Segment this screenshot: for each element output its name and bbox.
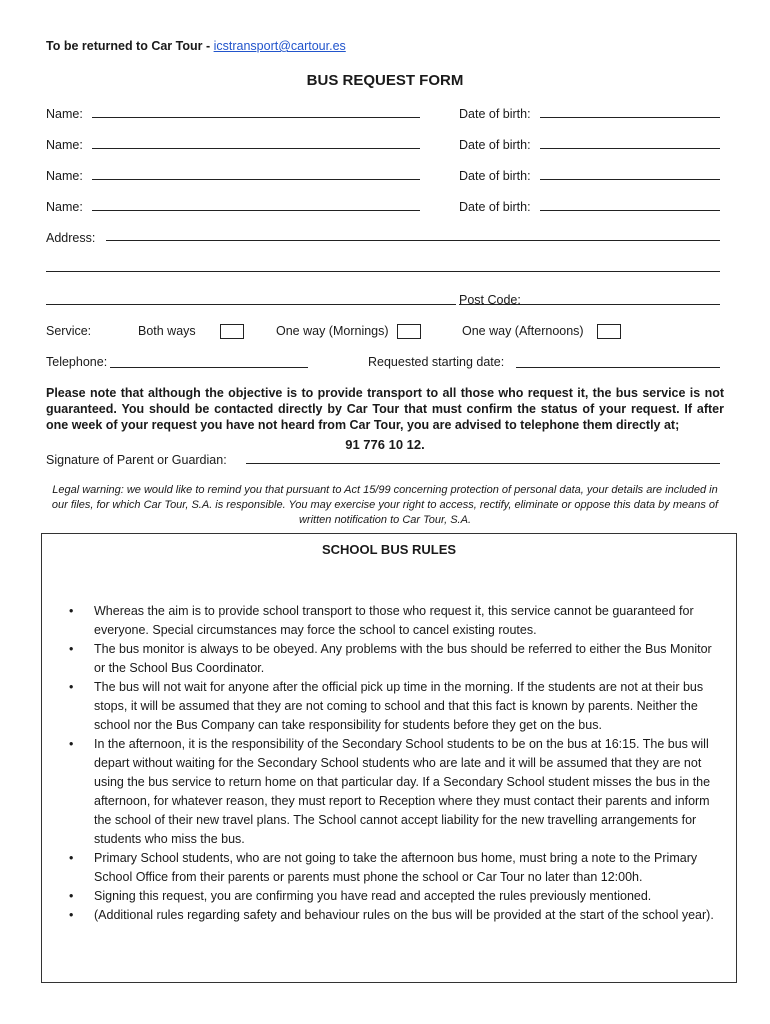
rule-item bbox=[69, 849, 718, 887]
form-title: BUS REQUEST FORM bbox=[306, 72, 464, 89]
dob-label: Date of birth: bbox=[459, 169, 531, 183]
dob-label: Date of birth: bbox=[459, 138, 531, 152]
legal-warning: Legal warning: we would like to remind you that pursuant to Act 15/99 concerning protection of personal data, your details are included in our files, for which Car Tour, S.A. is responsible. You may exercise your right to access, rectify, eliminate or oppose this data by means of written notification to Car Tour, S.A. bbox=[51, 484, 719, 526]
name-field[interactable] bbox=[92, 210, 420, 211]
rule-text: Signing this request, you are confirming you have read and accepted the rules previously mentioned. bbox=[94, 889, 652, 903]
school-bus-rules-box bbox=[41, 533, 737, 983]
name-label: Name: bbox=[46, 138, 83, 152]
rule-text: Whereas the aim is to provide school transport to those who request it, this service cannot be guaranteed for everyone. Special circumstances may force the school to cancel existing routes. bbox=[94, 604, 694, 637]
rules-title: SCHOOL BUS RULES bbox=[321, 542, 457, 557]
name-label: Name: bbox=[46, 200, 83, 214]
service-notice: Please note that although the objective is to provide transport to all those who request it, the bus service is not guaranteed. You should be contacted directly by Car Tour that must confirm the status of your request. If after one week of your request you have not heard from Car Tour, you are advised to telephone them directly at; bbox=[46, 386, 724, 432]
service-label: Service: bbox=[46, 324, 92, 338]
bullet-icon: • bbox=[69, 680, 74, 694]
address-field-2[interactable] bbox=[46, 271, 720, 272]
rule-text: (Additional rules regarding safety and behaviour rules on the bus will be provided at the start of the school year). bbox=[94, 908, 714, 922]
dob-label: Date of birth: bbox=[459, 107, 531, 121]
rule-item bbox=[69, 678, 718, 735]
telephone-field[interactable] bbox=[110, 367, 308, 368]
dob-field[interactable] bbox=[540, 148, 720, 149]
postcode-label: Post Code: bbox=[459, 293, 521, 307]
service-option-mornings: One way (Mornings) bbox=[276, 324, 389, 338]
bullet-icon: • bbox=[69, 737, 74, 751]
contact-phone: 91 776 10 12. bbox=[345, 437, 425, 452]
name-field[interactable] bbox=[92, 117, 420, 118]
address-label: Address: bbox=[46, 231, 96, 245]
bullet-icon: • bbox=[69, 604, 74, 618]
return-label: To be returned to Car Tour - bbox=[46, 39, 214, 53]
name-field[interactable] bbox=[92, 148, 420, 149]
dob-field[interactable] bbox=[540, 179, 720, 180]
name-field[interactable] bbox=[92, 179, 420, 180]
address-field-3[interactable] bbox=[46, 304, 456, 305]
dob-field[interactable] bbox=[540, 210, 720, 211]
signature-field[interactable] bbox=[246, 463, 720, 464]
afternoons-checkbox[interactable] bbox=[597, 324, 621, 339]
service-option-afternoons: One way (Afternoons) bbox=[462, 324, 584, 338]
service-option-both-ways: Both ways bbox=[138, 324, 196, 338]
return-instruction bbox=[46, 39, 346, 53]
start-date-field[interactable] bbox=[516, 367, 720, 368]
rule-item bbox=[69, 906, 718, 925]
rule-item bbox=[69, 640, 718, 678]
rule-text: The bus will not wait for anyone after the official pick up time in the morning. If the students are not at their bus stops, it will be assumed that they are not coming to school and that this fact is known by parents. Neither the school nor the Bus Company can take responsibility for students before they get on the bus. bbox=[94, 680, 704, 732]
rule-item bbox=[69, 735, 718, 849]
rules-list bbox=[69, 602, 718, 925]
rule-text: In the afternoon, it is the responsibility of the Secondary School students to be on the bus at 16:15. The bus will depart without waiting for the Secondary School students who are late and it will be assumed that they are not using the bus service to return home on that particular day. If a Secondary School student misses the bus in the afternoon, for whatever reason, they must report to Reception where they must contact their parents and inform the school of their new travel plans. The School cannot accept liability for the new travelling arrangements for students who miss the bus. bbox=[94, 737, 711, 846]
bullet-icon: • bbox=[69, 642, 74, 656]
both-ways-checkbox[interactable] bbox=[220, 324, 244, 339]
start-date-label: Requested starting date: bbox=[368, 355, 505, 369]
dob-field[interactable] bbox=[540, 117, 720, 118]
postcode-field[interactable] bbox=[459, 304, 720, 305]
signature-label: Signature of Parent or Guardian: bbox=[46, 453, 227, 467]
name-label: Name: bbox=[46, 107, 83, 121]
address-field-1[interactable] bbox=[106, 240, 720, 241]
email-link[interactable]: icstransport@cartour.es bbox=[213, 39, 346, 53]
rule-item bbox=[69, 602, 718, 640]
rule-text: Primary School students, who are not going to take the afternoon bus home, must bring a note to the Primary School Office from their parents or parents must phone the school or Car Tour no later than 12:00h. bbox=[94, 851, 698, 884]
bullet-icon: • bbox=[69, 908, 74, 922]
name-label: Name: bbox=[46, 169, 83, 183]
bullet-icon: • bbox=[69, 851, 74, 865]
rule-text: The bus monitor is always to be obeyed. Any problems with the bus should be referred to either the Bus Monitor or the School Bus Coordinator. bbox=[94, 642, 712, 675]
mornings-checkbox[interactable] bbox=[397, 324, 421, 339]
dob-label: Date of birth: bbox=[459, 200, 531, 214]
telephone-label: Telephone: bbox=[46, 355, 108, 369]
rule-item bbox=[69, 887, 718, 906]
bullet-icon: • bbox=[69, 889, 74, 903]
